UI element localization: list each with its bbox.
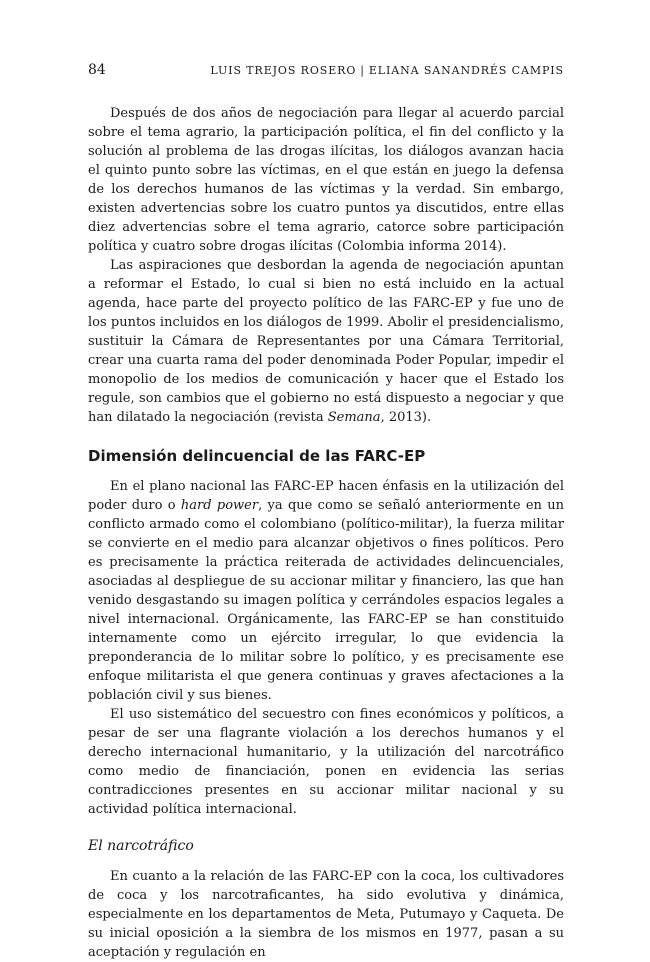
italic-term: hard power	[180, 498, 259, 513]
subsection-heading: El narcotráfico	[88, 838, 194, 854]
paragraph-text: Las aspiraciones que desbordan la agenda de negociación apuntan a reformar el Estado, lo cual si bien no está incluido en la actual agenda, hace parte del proyecto político de las FARC-EP y fue uno de los puntos incluidos en los diálogos de 1999. Abolir el presidencialismo, sustituir la Cámara de Representantes por una Cámara Territorial, crear una cuarta rama del poder denominada Poder Popular, impedir el monopolio de los medios de comunicación y hacer que el Estado los regule, son cambios que el gobierno no está dispuesto a negociar y que han dilatado la negociación (revista	[88, 258, 564, 425]
italic-citation: Semana	[327, 410, 381, 425]
paragraph: Después de dos años de negociación para llegar al acuerdo parcial sobre el tema agrario, la participación política, el fin del conflicto y la solución al problema de las drogas ilícitas, los diálogos avanzan hacia el quinto punto sobre las víctimas, en el que están en juego la defensa de los derechos humanos de las víctimas y la verdad. Sin embargo, existen advertencias sobre los cuatro puntos ya discutidos, entre ellas diez advertencias sobre el tema agrario, catorce sobre participación política y cuatro sobre drogas ilícitas (Colombia informa 2014).	[88, 106, 564, 254]
paragraph	[88, 256, 564, 427]
running-header	[88, 62, 564, 84]
section-heading: Dimensión delincuencial de las FARC-EP	[88, 447, 426, 465]
page-number: 84	[88, 62, 106, 78]
book-page	[88, 62, 564, 962]
paragraph: El uso sistemático del secuestro con fines económicos y políticos, a pesar de ser una flagrante violación a los derechos humanos y el derecho internacional humanitario, y la utilización del narcotráfico como medio de financiación, ponen en evidencia las serias contradicciones presentes en su accionar militar nacional y su actividad política internacional.	[88, 707, 564, 817]
author-name: LUIS TREJOS ROSERO	[210, 64, 357, 77]
paragraph	[88, 477, 564, 705]
paragraph-text: , ya que como se señaló anteriormente en un conflicto armado como el colombiano (político-militar), la fuerza militar se convierte en el medio para alcanzar objetivos o fines políticos. Pero es precisamente la práctica reiterada de actividades delincuenciales, asociadas al despliegue de su accionar militar y financiero, las que han venido desgastando su imagen política y cerrándoles espacios legales a nivel internacional. Orgánicamente, las FARC-EP se han constituido internamente como un ejército irregular, lo que evidencia la preponderancia de lo militar sobre lo político, y es precisamente ese enfoque militarista el que genera continuas y graves afectaciones a la población civil y sus bienes.	[88, 498, 564, 703]
paragraph: En cuanto a la relación de las FARC-EP con la coca, los cultivadores de coca y los narcotraficantes, ha sido evolutiva y dinámica, especialmente en los departamentos de Meta, Putumayo y Caqueta. De su inicial oposición a la siembra de los mismos en 1977, pasan a su aceptación y regulación en	[88, 869, 564, 960]
paragraph-text: , 2013).	[380, 410, 432, 425]
paragraph-text: En el plano nacional las FARC-EP hacen énfasis en la utilización del poder duro o	[88, 479, 564, 513]
author-separator: |	[360, 64, 365, 77]
body-text	[88, 104, 564, 962]
author-name: ELIANA SANANDRÉS CAMPIS	[368, 64, 564, 77]
running-header-authors	[210, 64, 564, 77]
